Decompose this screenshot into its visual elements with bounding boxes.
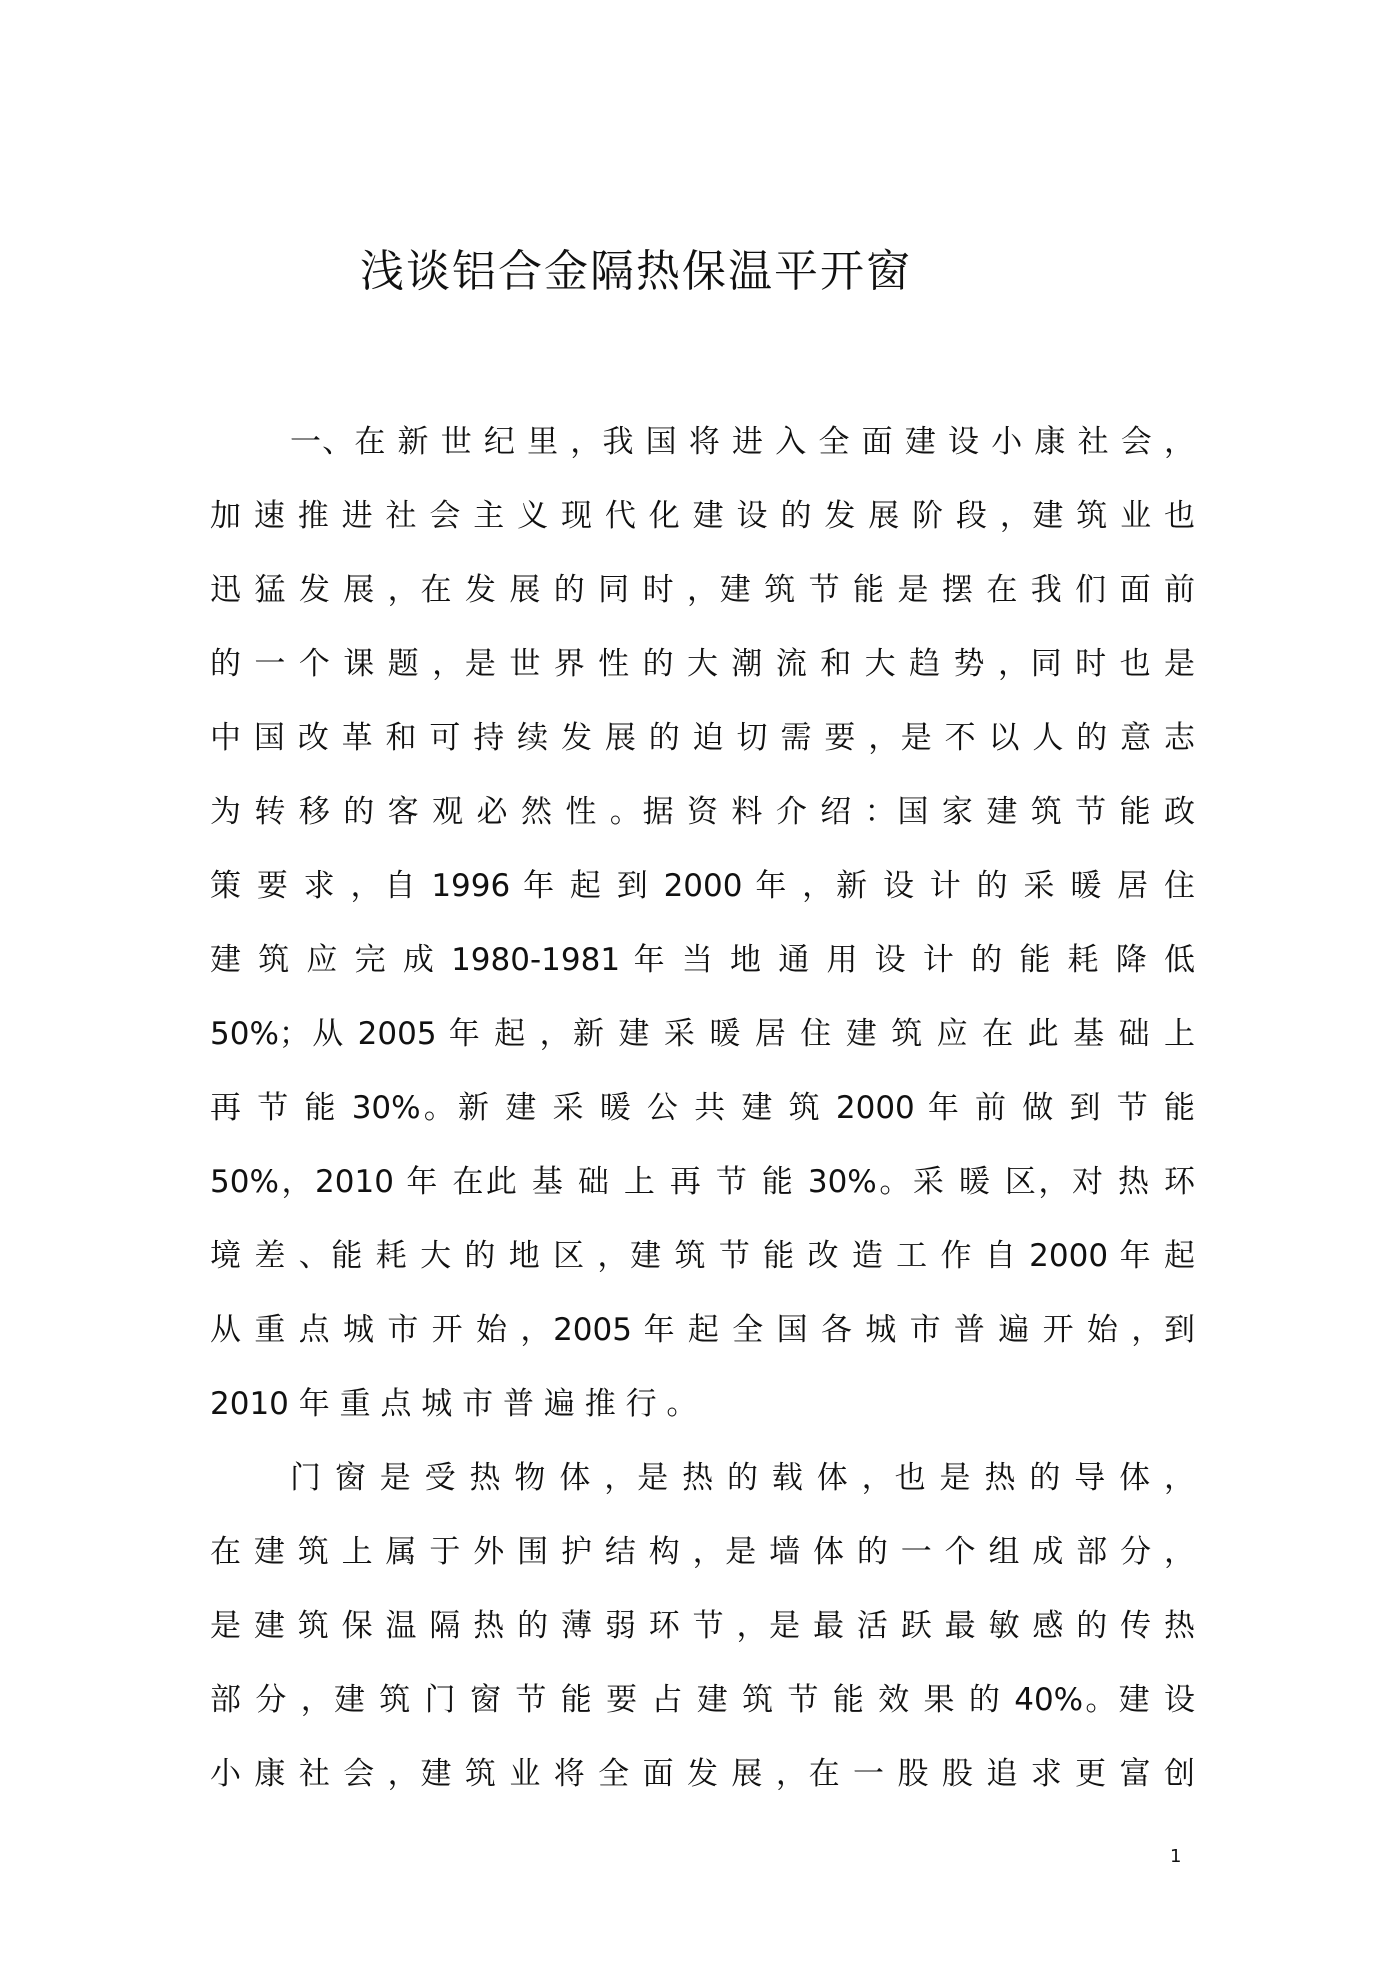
body-line: 50%，2010 年 在此 基 础 上 再 节 能 30%。采 暖 区，对 热 环 xyxy=(210,1164,1195,1200)
body-line: 小 康 社 会 ，建 筑 业 将 全 面 发 展 ，在 一 股 股 追 求 更 富 创 xyxy=(210,1756,1195,1792)
body-line: 中 国 改 革 和 可 持 续 发 展 的 迫 切 需 要 ，是 不 以 人 的 意 志 xyxy=(210,720,1195,756)
body-line: 从 重 点 城 市 开 始 ，2005 年 起 全 国 各 城 市 普 遍 开 始 ，到 xyxy=(210,1312,1195,1348)
body-line: 策 要 求 ，自 1996 年 起 到 2000 年 ，新 设 计 的 采 暖 居 住 xyxy=(210,868,1195,904)
page-number: 1 xyxy=(1170,1846,1182,1867)
body-line: 的 一 个 课 题 ，是 世 界 性 的 大 潮 流 和 大 趋 势 ，同 时 也 是 xyxy=(210,646,1195,682)
body-line: 2010 年 重 点 城 市 普 遍 推 行 。 xyxy=(210,1386,698,1422)
body-line: 部 分 ，建 筑 门 窗 节 能 要 占 建 筑 节 能 效 果 的 40%。建 设 xyxy=(210,1682,1195,1718)
body-line: 是 建 筑 保 温 隔 热 的 薄 弱 环 节 ，是 最 活 跃 最 敏 感 的 传 热 xyxy=(210,1608,1195,1644)
body-line: 再 节 能 30%。新 建 采 暖 公 共 建 筑 2000 年 前 做 到 节 能 xyxy=(210,1090,1195,1126)
body-line: 为 转 移 的 客 观 必 然 性 。据 资 料 介 绍 ：国 家 建 筑 节 能 政 xyxy=(210,794,1195,830)
body-line: 门 窗 是 受 热 物 体 ，是 热 的 载 体 ，也 是 热 的 导 体 ， xyxy=(290,1460,1195,1496)
document-title: 浅谈铝合金隔热保温平开窗 xyxy=(360,246,912,297)
body-line: 加 速 推 进 社 会 主 义 现 代 化 建 设 的 发 展 阶 段 ，建 筑 业 也 xyxy=(210,498,1195,534)
document-body xyxy=(210,405,1195,1811)
body-line: 迅 猛 发 展 ，在 发 展 的 同 时 ，建 筑 节 能 是 摆 在 我 们 面 前 xyxy=(210,572,1195,608)
body-line: 一、在 新 世 纪 里 ，我 国 将 进 入 全 面 建 设 小 康 社 会 ， xyxy=(290,424,1195,460)
body-line: 50%；从 2005 年 起 ，新 建 采 暖 居 住 建 筑 应 在 此 基 础 上 xyxy=(210,1016,1195,1052)
body-line: 境 差 、能 耗 大 的 地 区 ，建 筑 节 能 改 造 工 作 自 2000 年 起 xyxy=(210,1238,1195,1274)
body-line: 建 筑 应 完 成 1980-1981 年 当 地 通 用 设 计 的 能 耗 降 低 xyxy=(210,942,1195,978)
body-line: 在 建 筑 上 属 于 外 围 护 结 构 ，是 墙 体 的 一 个 组 成 部 分 ， xyxy=(210,1534,1195,1570)
